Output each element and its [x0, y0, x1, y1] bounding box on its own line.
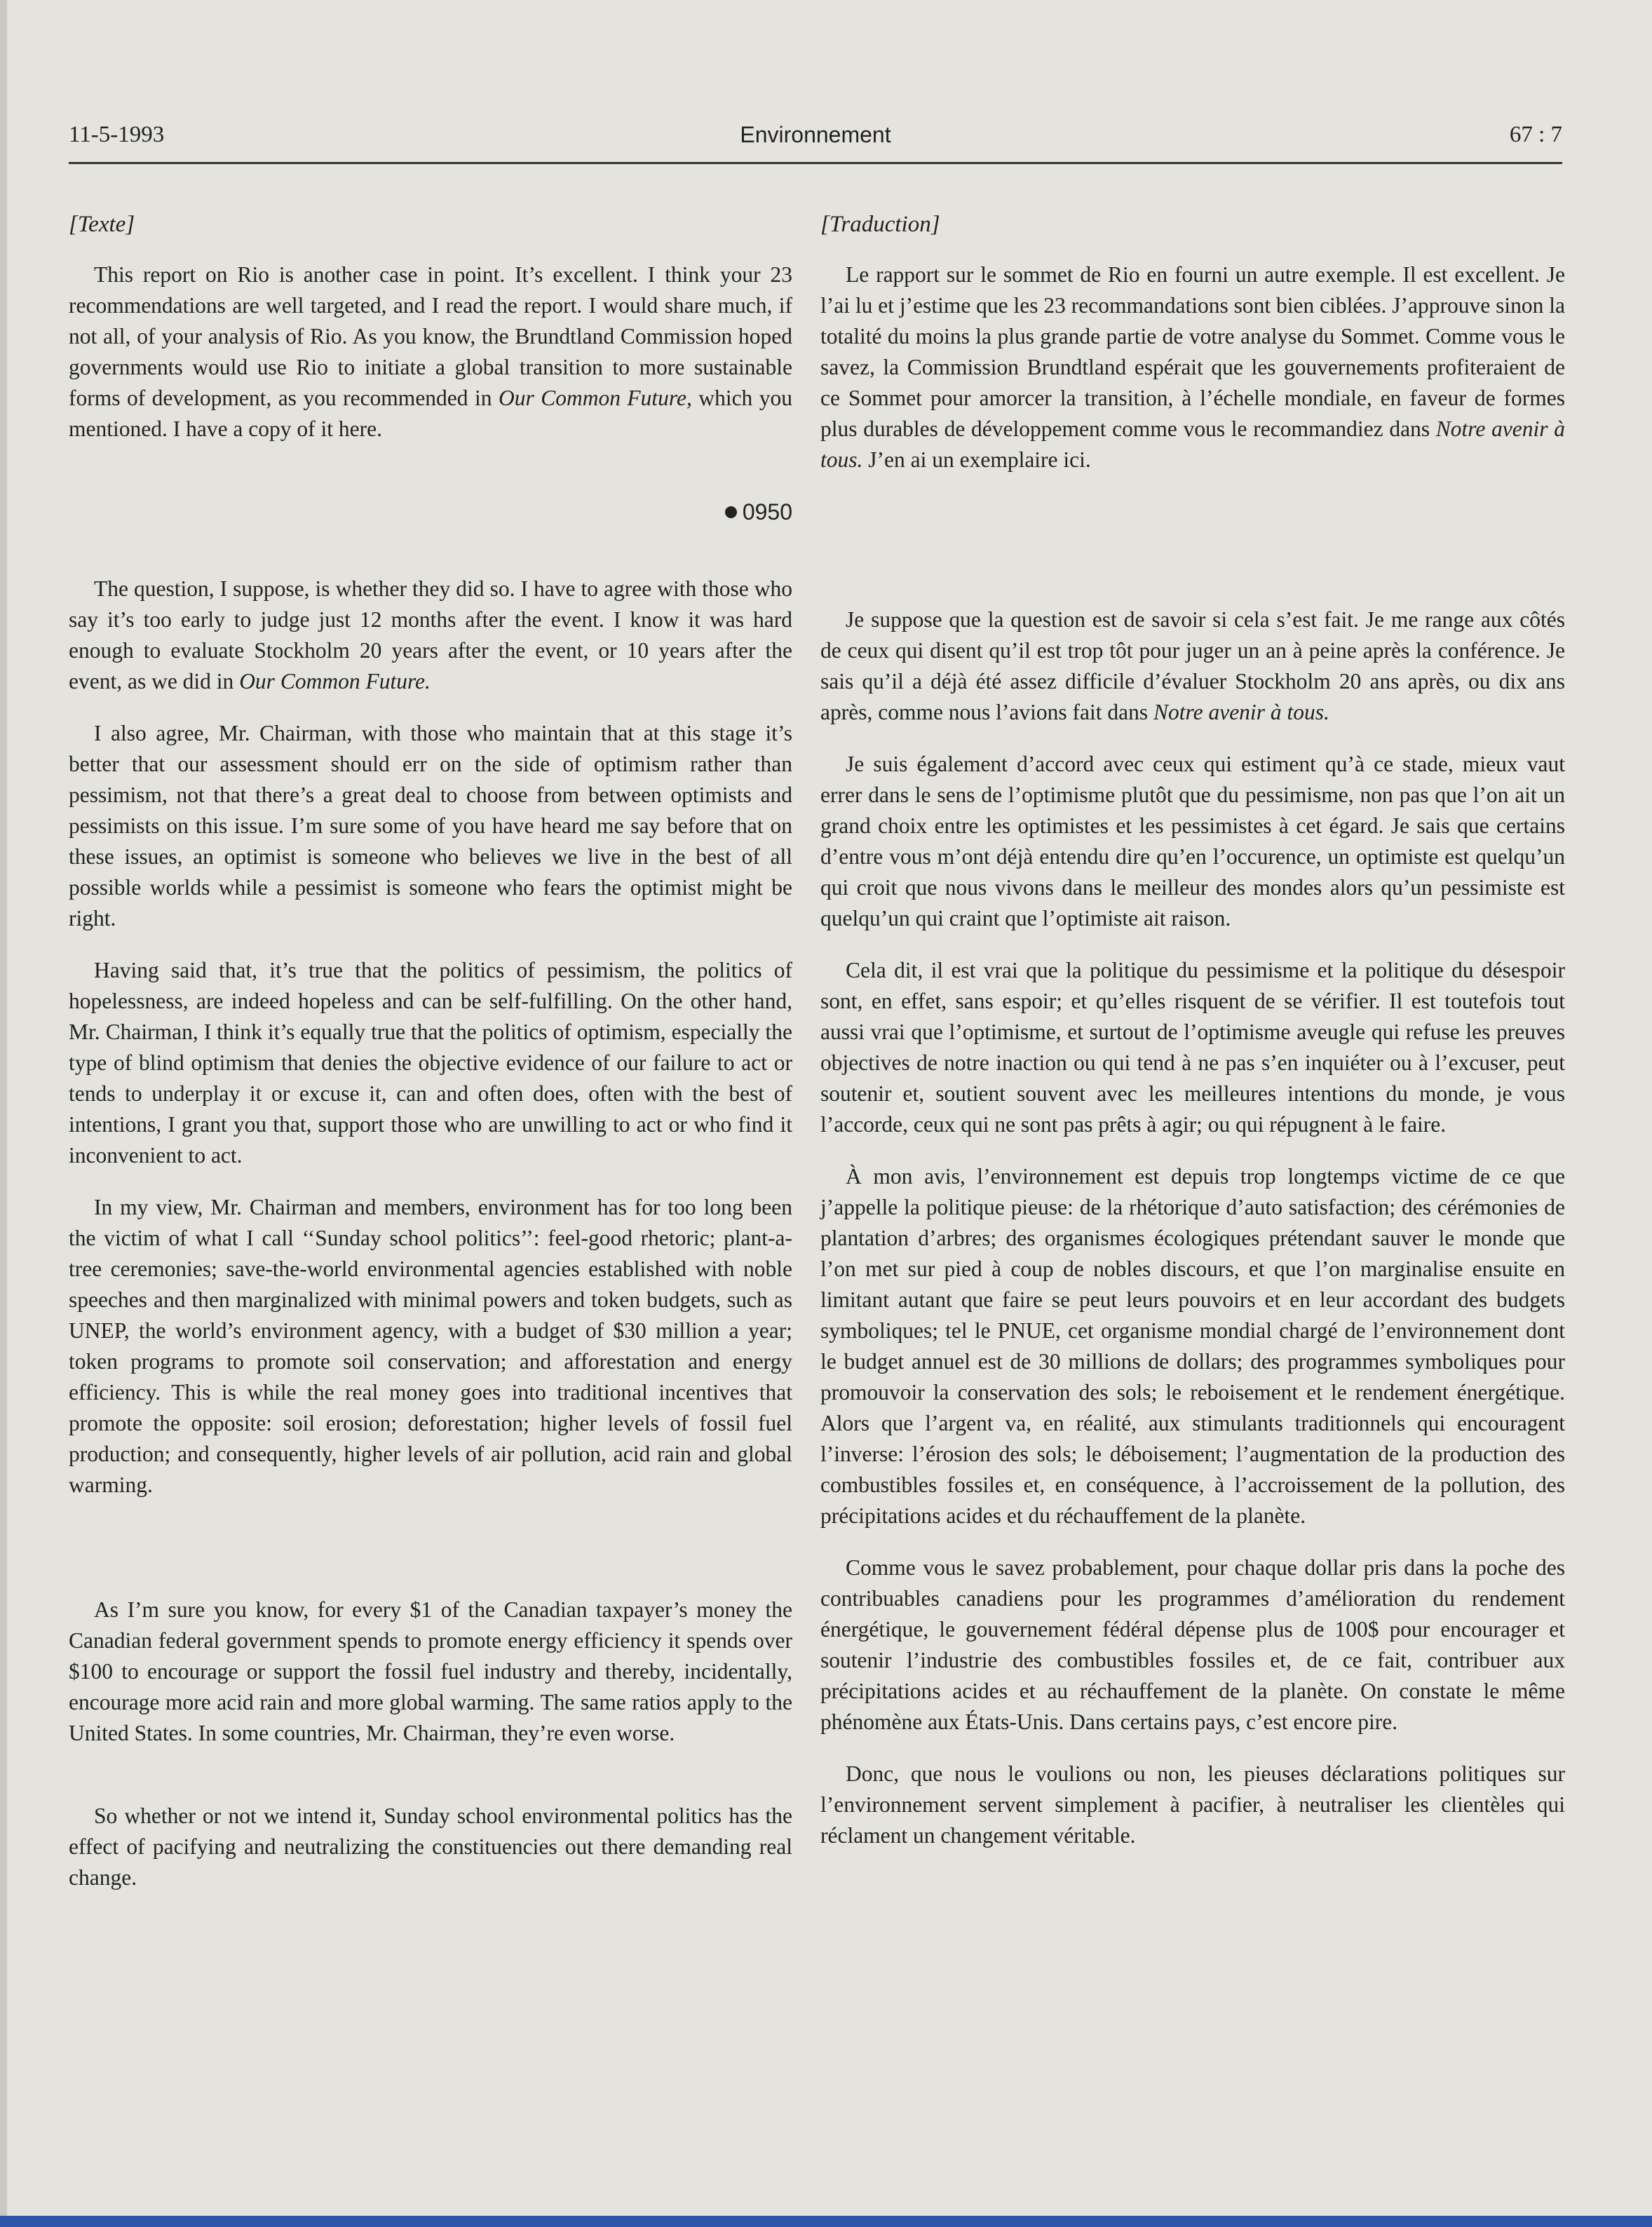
french-paragraph-7: Donc, que nous le voulions ou non, les pieuses déclarations politiques sur l’environnement servent simplement à pacifier, à neutraliser les clientèles qui réclament un changement véritable.: [820, 1761, 1565, 1848]
time-marker: [69, 496, 792, 527]
english-column: [69, 206, 792, 1893]
header-section: Environnement: [740, 122, 891, 147]
french-paragraph-4: Cela dit, il est vrai que la politique du pessimisme et la politique du désespoir sont, en effet, sans espoir; et qu’elles risquent de se vérifier. Il est toutefois tout aussi vrai que l’optimisme, et surtout de l’optimisme aveugle qui refuse les preuves objectives de notre inaction ou qui tend à ne pas s’en inquiéter ou à l’excuser, peut soutenir et, soutient souvent avec les meilleures intentions du monde, je vous l’accorde, ceux qui ne sont pas prêts à agir; ou qui répugnent à le faire.: [820, 958, 1565, 1137]
page-header: [69, 118, 1562, 160]
page-edge: [0, 0, 7, 2227]
english-label-text: Texte: [77, 212, 126, 237]
english-paragraph-7: So whether or not we intend it, Sunday school environmental politics has the effect of pacifying and neutralizing the constituencies out there demanding real change.: [69, 1803, 792, 1890]
english-paragraph-4: Having said that, it’s true that the politics of pessimism, the politics of hopelessness, are indeed hopeless and can be self-fulfilling. On the other hand, Mr. Chairman, I think it’s equally true that the politics of optimism, especially the type of blind optimism that denies the objective evidence of our failure to act or tends to underplay it or excuse it, can and often does, often with the best of intentions, I grant you that, support those who are unwilling to act or who find it inconvenient to act.: [69, 958, 792, 1167]
french-paragraph-2: Je suppose que la question est de savoir si cela s’est fait. Je me range aux côtés de ceux qui disent qu’il est trop tôt pour juger un an à peine après la conférence. Je sais qu’il a déjà été assez difficile d’évaluer Stockholm 20 ans après, ou dix ans après, comme nous l’avions fait dans Notre avenir à tous.: [820, 607, 1565, 724]
french-paragraph-6: Comme vous le savez probablement, pour chaque dollar pris dans la poche des contribuables canadiens pour les programmes d’amélioration du rendement énergétique, le gouvernement fédéral dépense plus de 100$ pour encourager et soutenir l’industrie des combustibles fossiles et, de ce fait, contribuer aux précipitations acides et au réchauffement de la planète. On constate le même phénomène aux États-Unis. Dans certains pays, c’est encore pire.: [820, 1555, 1565, 1734]
book-title: Our Common Future.: [239, 669, 431, 693]
french-label: [Traduction]: [820, 212, 940, 237]
french-column: [820, 206, 1565, 1851]
english-paragraph-3: I also agree, Mr. Chairman, with those who maintain that at this stage it’s better that our assessment should err on the side of optimism rather than pessimism, not that there’s a great deal to choose from between optimists and pessimists on this issue. I’m sure some of you have heard me say before that on these issues, an optimist is someone who believes we live in the best of all possible worlds while a pessimist is someone who fears the optimist might be right.: [69, 721, 792, 930]
english-label: [Texte]: [69, 212, 135, 237]
french-label-text: Traduction: [829, 212, 931, 237]
bullet-icon: [725, 506, 737, 518]
book-title: Notre avenir à tous.: [820, 417, 1566, 472]
header-page-number: 67 : 7: [1509, 122, 1562, 147]
bottom-edge-stripe: [0, 2216, 1652, 2227]
book-title: Our Common Future,: [498, 386, 692, 410]
english-paragraph-6: As I’m sure you know, for every $1 of the Canadian taxpayer’s money the Canadian federal government spends to promote energy efficiency it spends over $100 to encourage or support the fossil fuel industry and thereby, incidentally, encourage more acid rain and more global warming. The same ratios apply to the United States. In some countries, Mr. Chairman, they’re even worse.: [69, 1597, 792, 1745]
french-paragraph-3: Je suis également d’accord avec ceux qui estiment qu’à ce stade, mieux vaut errer dans le sens de l’optimisme plutôt que du pessimisme, non pas que l’on ait un grand choix entre les optimistes et les pessimistes à cet égard. Je sais que certains d’entre vous m’ont déjà entendu dire qu’en l’occurence, un optimiste est quelqu’un qui croit que nous vivons dans le meilleur des mondes alors qu’un pessimiste est quelqu’un qui craint que l’optimiste ait raison.: [820, 752, 1565, 930]
english-paragraph-5: In my view, Mr. Chairman and members, environment has for too long been the victim of what I call ‘‘Sunday school politics’’: feel-good rhetoric; plant-a-tree ceremonies; save-the-world environmental agencies established with noble speeches and then marginalized with minimal powers and token budgets, such as UNEP, the world’s environment agency, with a budget of $30 million a year; token programs to promote soil conservation; and afforestation and energy efficiency. This is while the real money goes into traditional incentives that promote the opposite: soil erosion; deforestation; higher levels of fossil fuel production; and consequently, higher levels of air pollution, acid rain and global warming.: [69, 1195, 792, 1497]
header-rule: [69, 162, 1562, 164]
header-date: 11-5-1993: [69, 122, 165, 147]
french-paragraph-1: Le rapport sur le sommet de Rio en fourni un autre exemple. Il est excellent. Je l’ai lu et j’estime que les 23 recommandations sont bien ciblées. J’approuve sinon la totalité du moins la plus grande partie de votre analyse du Sommet. Comme vous le savez, la Commission Brundtland espérait que les gouvernements profiteraient de ce Sommet pour amorcer la transition, à l’échelle mondiale, en faveur de formes plus durables de développement comme vous le recommandiez dans Notre avenir à tous. J’en ai un exemplaire ici.: [820, 262, 1566, 472]
english-paragraph-1: This report on Rio is another case in point. It’s excellent. I think your 23 recommendations are well targeted, and I read the report. I would share much, if not all, of your analysis of Rio. As you know, the Brundtland Commission hoped governments would use Rio to initiate a global transition to more sustainable forms of development, as you recommended in Our Common Future, which you mentioned. I have a copy of it here.: [69, 262, 793, 441]
time-marker-text: 0950: [742, 499, 792, 524]
french-paragraph-5: À mon avis, l’environnement est depuis trop longtemps victime de ce que j’appelle la politique pieuse: de la rhétorique d’auto satisfaction; des cérémonies de plantation d’arbres; des organismes écologiques prétendant sauver le monde que l’on met sur pied à coup de nobles discours, et que l’on marginalise ensuite en limitant autant que faire se peut leurs pouvoirs et en leur accordant des budgets symboliques; tel le PNUE, cet organisme mondial chargé de l’environnement dont le budget annuel est de 30 millions de dollars; des programmes symboliques pour promouvoir la conservation des sols; le reboisement et le rendement énergétique. Alors que l’argent va, en réalité, aux stimulants traditionnels qui encouragent l’inverse: l’érosion des sols; le déboisement; l’augmentation de la production des combustibles fossiles et, en conséquence, à l’accroissement de la pollution, des précipitations acides et du réchauffement de la planète.: [820, 1164, 1565, 1528]
english-paragraph-2: The question, I suppose, is whether they did so. I have to agree with those who say it’s too early to judge just 12 months after the event. I know it was hard enough to evaluate Stockholm 20 years after the event, or 10 years after the event, as we did in Our Common Future.: [69, 576, 792, 693]
book-title: Notre avenir à tous.: [1153, 700, 1329, 724]
